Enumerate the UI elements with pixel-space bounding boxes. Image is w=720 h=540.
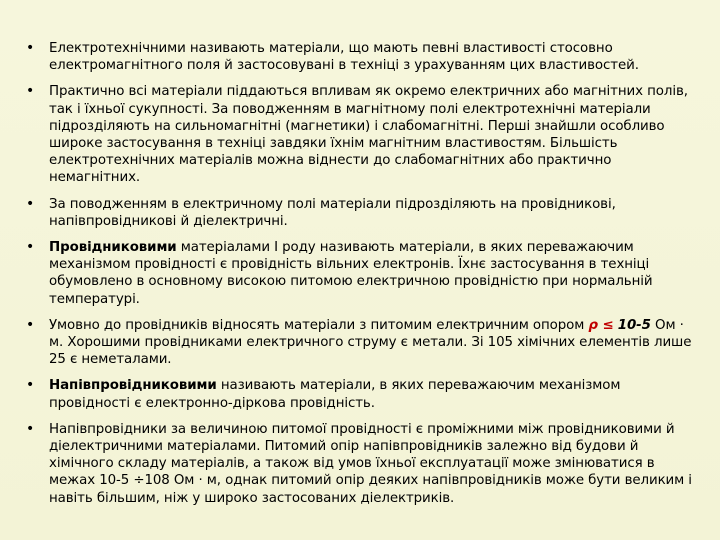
bullet-dot-icon: • — [26, 316, 35, 333]
bullet-dot-icon: • — [26, 83, 35, 100]
bullet-bold-term: Провідниковими — [49, 240, 177, 256]
resistivity-value: 10-5 — [617, 317, 651, 333]
resistivity-symbol: ρ ≤ — [588, 317, 614, 333]
bullet-dot-icon: • — [26, 195, 35, 212]
bullet-text: матеріалами I роду називають матеріали, в яких переважаючим механізмом провідності є провідність вільних електронів. Їхнє застосування в техніці обумовлено в основному високою питомою електричною провідністю при нормальній температурі. — [49, 240, 653, 307]
bullet-dot-icon: • — [26, 239, 35, 256]
list-item — [26, 377, 696, 411]
bullet-text: називають матеріали, в яких переважаючим механізмом провідності є електронно-діркова провідність. — [49, 378, 621, 411]
list-item — [26, 83, 696, 186]
list-item — [26, 239, 696, 308]
bullet-text: Умовно до провідників відносять матеріали з питомим електричним опором — [49, 317, 589, 333]
list-item — [26, 40, 696, 74]
list-item — [26, 196, 696, 230]
bullet-text: Практично всі матеріали піддаються впливам як окремо електричних або магнітних полів, так і їхньої сукупності. За поводженням в магнітному полі електротехнічні матеріали підрозділяють на сильномагнітні (магнетики) і слабомагнітні. Перші знайшли особливо широке застосування в техніці завдяки їхнім магнітним властивостям. Більшість електротехнічних матеріалів можна віднести до слабомагнітних або практично немагнітних. — [49, 84, 688, 186]
bullet-list — [26, 40, 696, 516]
bullet-text: Напівпровідники за величиною питомої провідності є проміжними між провідниковими й діелектричними матеріалами. Питомий опір напівпровідників залежно від будови й хімічного складу матеріалів, а також від умов їхньої експлуатації може змінюватися в межах 10-5 ÷108 Ом · м, однак питомий опір деяких напівпровідників може бути великим і навіть більшим, ніж у широко застосованих діелектриків. — [49, 421, 692, 506]
list-item — [26, 317, 696, 369]
bullet-dot-icon: • — [26, 377, 35, 394]
list-item — [26, 421, 696, 507]
bullet-dot-icon: • — [26, 420, 35, 437]
bullet-bold-term: Напівпровідниковими — [49, 378, 217, 394]
bullet-text: Електротехнічними називають матеріали, що мають певні властивості стосовно електромагнітного поля й застосовувані в техніці з урахуванням цих властивостей. — [49, 41, 639, 74]
bullet-dot-icon: • — [26, 40, 35, 56]
bullet-text: За поводженням в електричному полі матеріали підрозділяють на провідникові, напівпровідникові й діелектричні. — [49, 196, 616, 229]
bullet-text-continued: Ом · м. Хорошими провідниками електричного струму є метали. Зі 105 хімічних елементів лише 25 є неметалами. — [49, 317, 692, 368]
